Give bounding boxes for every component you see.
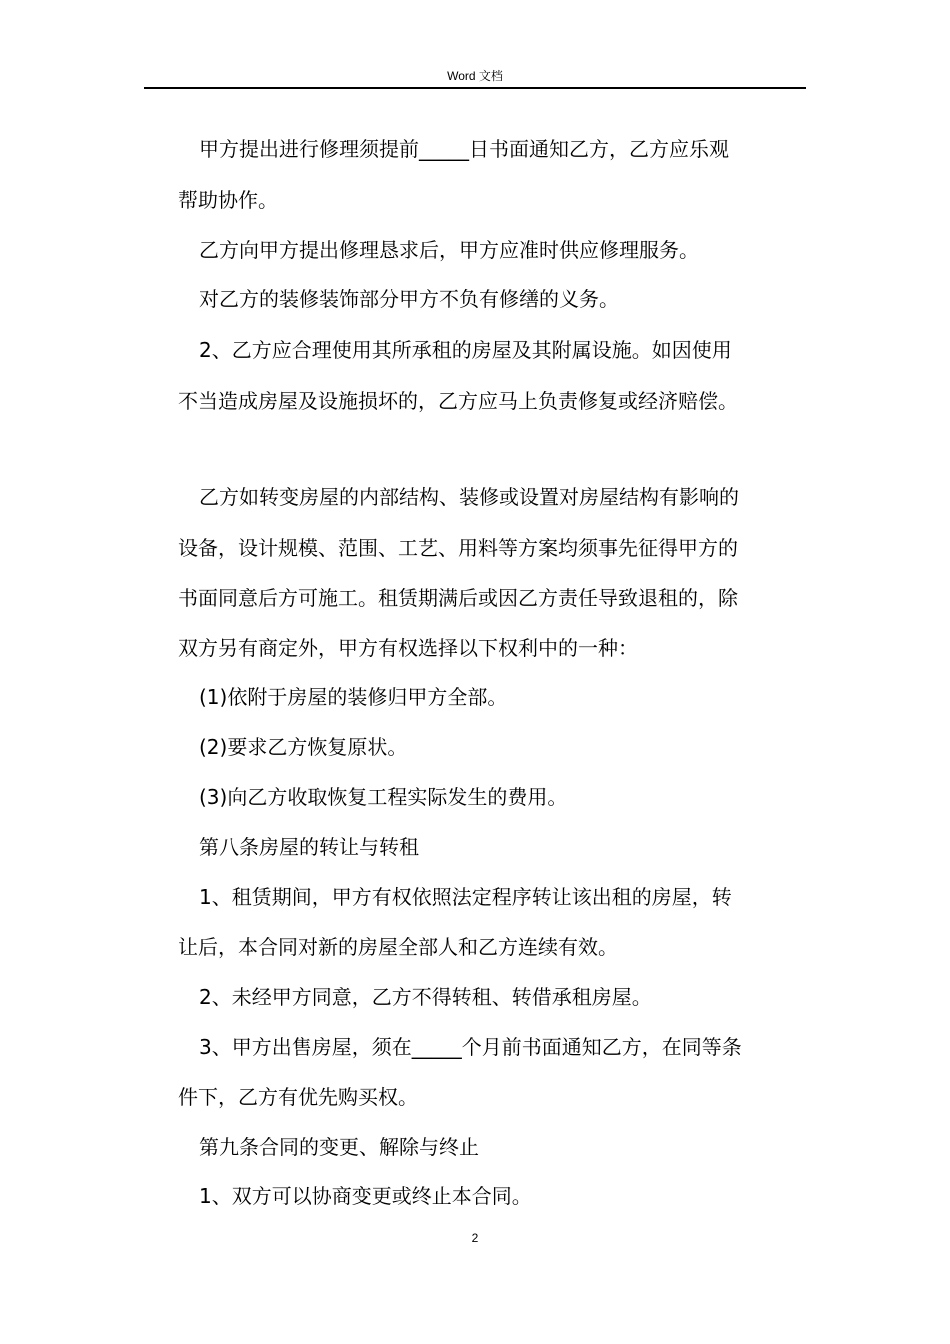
line-text: 让后，本合同对新的房屋全部人和乙方连续有效。 [178, 935, 618, 959]
line-text: 2、乙方应合理使用其所承租的房屋及其附属设施。如因使用 [199, 338, 732, 362]
paragraph-line [0, 732, 950, 762]
paragraph-line [0, 782, 950, 812]
paragraph-line [0, 482, 950, 512]
paragraph-line [0, 335, 950, 365]
line-text: 设备，设计规模、范围、工艺、用料等方案均须事先征得甲方的 [178, 536, 738, 560]
line-text: 第八条房屋的转让与转租 [199, 835, 419, 859]
paragraph-line [0, 533, 950, 563]
line-text: 双方另有商定外，甲方有权选择以下权利中的一种： [178, 636, 638, 660]
paragraph-line [0, 1181, 950, 1211]
line-text: 甲方提出进行修理须提前_____日书面通知乙方，乙方应乐观 [199, 137, 729, 161]
line-text: 第九条合同的变更、解除与终止 [199, 1135, 479, 1159]
line-text: 不当造成房屋及设施损坏的，乙方应马上负责修复或经济赔偿。 [178, 389, 738, 413]
line-text: 3、甲方出售房屋，须在_____个月前书面通知乙方，在同等条 [199, 1035, 742, 1059]
line-text: 书面同意后方可施工。租赁期满后或因乙方责任导致退租的，除 [178, 586, 738, 610]
paragraph-line [0, 982, 950, 1012]
section-heading [0, 1132, 950, 1162]
line-text: 乙方如转变房屋的内部结构、装修或设置对房屋结构有影响的 [199, 485, 739, 509]
paragraph-line [0, 1032, 950, 1062]
line-text: 1、双方可以协商变更或终止本合同。 [199, 1184, 532, 1208]
paragraph-line [0, 386, 950, 416]
paragraph-line [0, 583, 950, 613]
line-text: (1)依附于房屋的装修归甲方全部。 [199, 685, 508, 709]
line-text: 帮助协作。 [178, 188, 278, 212]
paragraph-line [0, 633, 950, 663]
line-text: 对乙方的装修装饰部分甲方不负有修缮的义务。 [199, 287, 619, 311]
paragraph-line [0, 185, 950, 215]
line-text: 1、租赁期间，甲方有权依照法定程序转让该出租的房屋，转 [199, 885, 732, 909]
page-header-title: Word 文档 [447, 69, 503, 83]
line-text: 2、未经甲方同意，乙方不得转租、转借承租房屋。 [199, 985, 652, 1009]
paragraph-line [0, 932, 950, 962]
header-divider [144, 87, 806, 89]
paragraph-line [0, 134, 950, 164]
page-number: 2 [471, 1231, 479, 1245]
paragraph-line [0, 235, 950, 265]
line-text: (3)向乙方收取恢复工程实际发生的费用。 [199, 785, 568, 809]
line-text: 件下，乙方有优先购买权。 [178, 1085, 418, 1109]
paragraph-line [0, 882, 950, 912]
paragraph-line [0, 284, 950, 314]
paragraph-line [0, 682, 950, 712]
line-text: 乙方向甲方提出修理恳求后，甲方应准时供应修理服务。 [199, 238, 699, 262]
paragraph-line [0, 1082, 950, 1112]
line-text: (2)要求乙方恢复原状。 [199, 735, 408, 759]
section-heading [0, 832, 950, 862]
